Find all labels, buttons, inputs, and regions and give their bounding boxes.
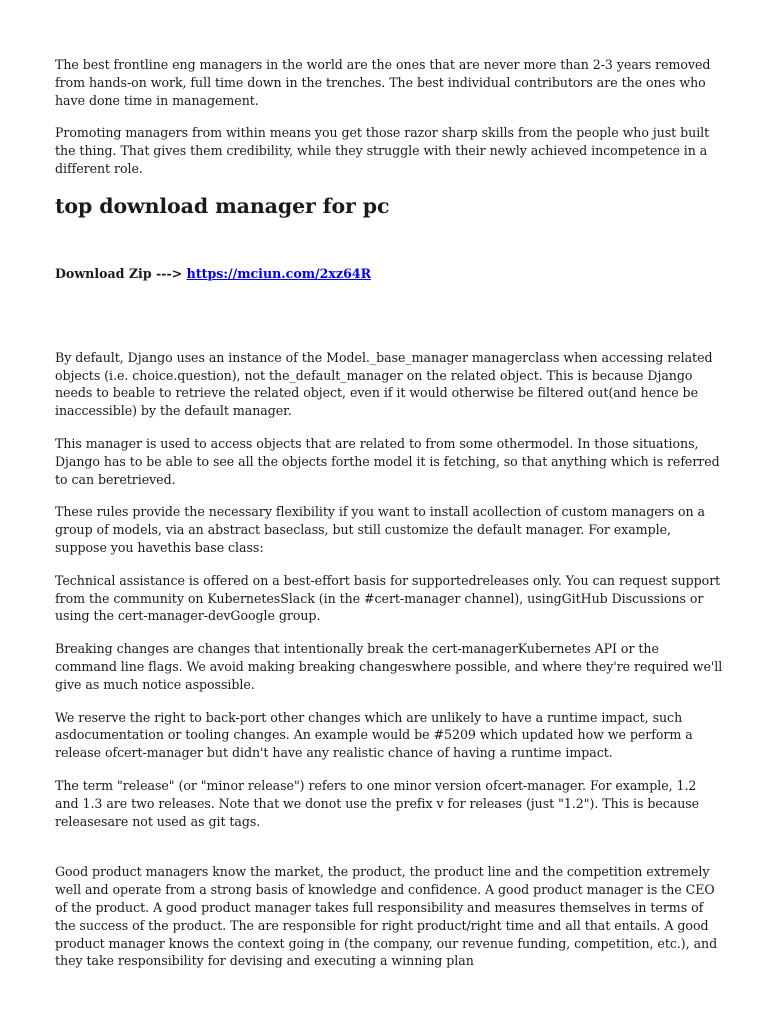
body-paragraph-4: Technical assistance is offered on a best-effort basis for supportedreleases only. You can request support from the community on KubernetesSlack (in the #cert-manager channel), usingGitHub Discussions or using the cert-manager-devGoogle group. (55, 572, 721, 624)
download-label: Download Zip ---> (55, 265, 183, 281)
download-link[interactable]: https://mciun.com/2xz64R (186, 265, 372, 281)
final-paragraph: Good product managers know the market, the product, the product line and the competition extremely well and operate from a strong basis of knowledge and confidence. A good product manager is the CEO of the product. A good product manager takes full responsibility and measures themselves in terms of the success of the product. The are responsible for right product/right time and all that entails. A good product manager knows the context going in (the company, our revenue funding, competition, etc.), and they take responsibility for devising and executing a winning plan (55, 864, 718, 969)
intro-paragraph-1: The best frontline eng managers in the world are the ones that are never more than 2-3 years removed from hands-on work, full time down in the trenches. The best individual contributors are the ones who have done time in management. (55, 57, 711, 108)
page-title: top download manager for pc (55, 193, 390, 218)
intro-paragraph-2: Promoting managers from within means you get those razor sharp skills from the people who just built the thing. That gives them credibility, while they struggle with their newly achieved incompetence in a different role. (55, 125, 710, 176)
body-paragraph-5: Breaking changes are changes that intentionally break the cert-managerKubernetes API or the command line flags. We avoid making breaking changeswhere possible, and where they're required we'll give as much notice aspossible. (55, 641, 723, 692)
body-paragraph-1: By default, Django uses an instance of the Model._base_manager managerclass when accessing related objects (i.e. choice.question), not the_default_manager on the related object. This is because Django needs to beable to retrieve the related object, even if it would otherwise be filtered out(and hence be inaccessible) by the default manager. (55, 349, 713, 419)
body-paragraph-7: The term "release" (or "minor release") refers to one minor version ofcert-manager. For example, 1.2 and 1.3 are two releases. Note that we donot use the prefix v for releases (just "1.2"). This is because releasesare not used as git tags. (55, 777, 700, 829)
spacer (55, 283, 723, 349)
download-line (55, 265, 723, 283)
document-page (55, 56, 723, 985)
body-paragraph-3: These rules provide the necessary flexibility if you want to install acollection of custom managers on a group of models, via an abstract baseclass, but still customize the default manager. For example, suppose you havethis base class: (55, 504, 706, 555)
body-paragraph-2: This manager is used to access objects that are related to from some othermodel. In those situations, Django has to be able to see all the objects forthe model it is fetching, so that anything which is referred to can beretrieved. (55, 435, 720, 487)
spacer (55, 845, 723, 863)
body-paragraph-6: We reserve the right to back-port other changes which are unlikely to have a runtime impact, such asdocumentation or tooling changes. An example would be #5209 which updated how we perform a release ofcert-manager but didn't have any realistic chance of having a runtime impact. (55, 709, 693, 761)
